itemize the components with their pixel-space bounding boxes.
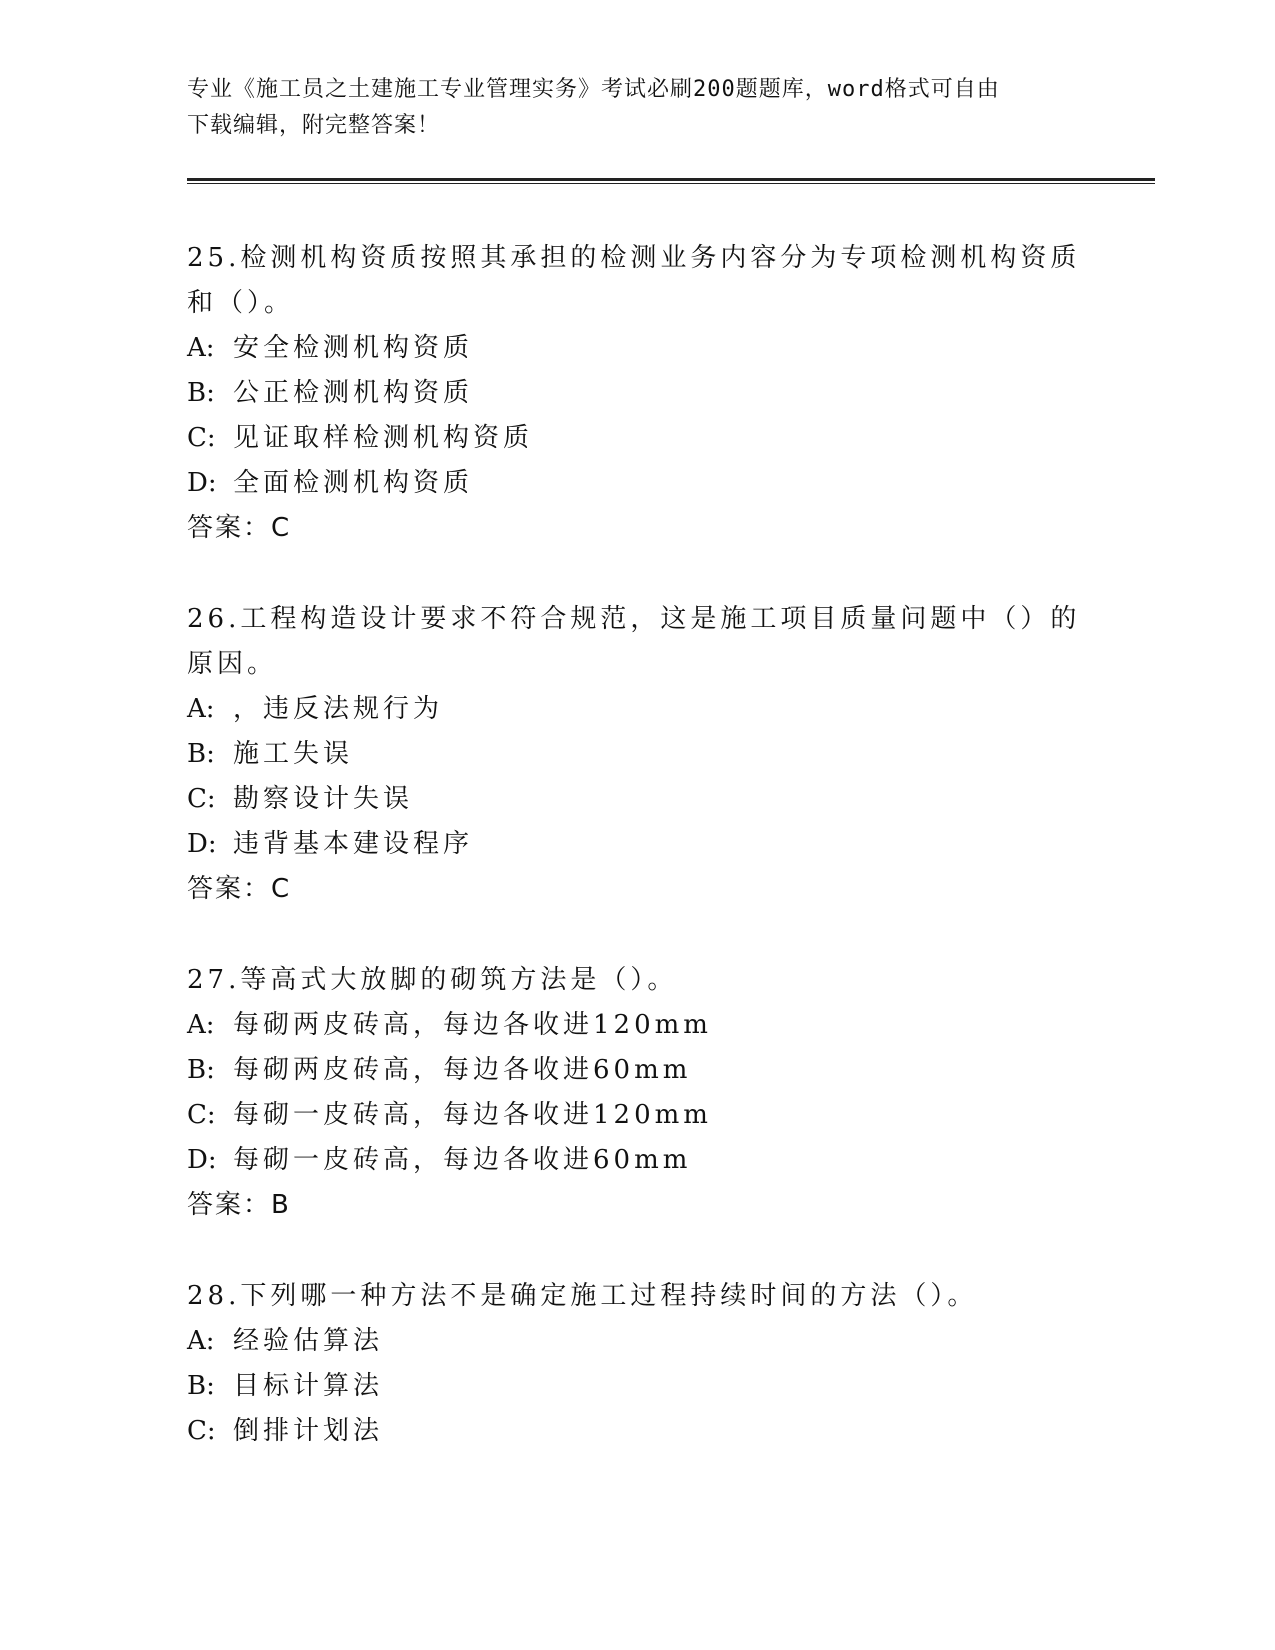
option-letter: A: bbox=[187, 1010, 215, 1040]
option-letter: B: bbox=[187, 739, 215, 769]
option-text: 见证取样检测机构资质 bbox=[233, 423, 534, 453]
header-divider bbox=[187, 178, 1155, 184]
answer-line: 答案：C bbox=[187, 874, 292, 904]
option-letter: A: bbox=[187, 333, 215, 363]
option-d bbox=[187, 1138, 1087, 1183]
option-text: 勘察设计失误 bbox=[233, 784, 414, 814]
option-letter: C: bbox=[187, 784, 216, 814]
option-c bbox=[187, 1093, 1087, 1138]
option-letter: A: bbox=[187, 1326, 215, 1356]
option-letter: C: bbox=[187, 1100, 216, 1130]
option-text: 每砌一皮砖高，每边各收进120mm bbox=[233, 1100, 712, 1130]
question-27 bbox=[187, 958, 1087, 1228]
option-text: 安全检测机构资质 bbox=[233, 333, 474, 363]
question-stem: 27.等高式大放脚的砌筑方法是（）。 bbox=[187, 965, 678, 995]
option-c bbox=[187, 1409, 1087, 1454]
option-text: 每砌两皮砖高，每边各收进120mm bbox=[233, 1010, 712, 1040]
header-line-2: 下载编辑，附完整答案！ bbox=[187, 113, 441, 138]
question-stem: 28.下列哪一种方法不是确定施工过程持续时间的方法（）。 bbox=[187, 1281, 978, 1311]
option-d bbox=[187, 461, 1087, 506]
option-text: 施工失误 bbox=[233, 739, 354, 769]
option-b bbox=[187, 732, 1087, 777]
answer-line: 答案：C bbox=[187, 513, 292, 543]
option-letter: B: bbox=[187, 378, 215, 408]
option-letter: D: bbox=[187, 829, 217, 859]
question-stem: 26.工程构造设计要求不符合规范，这是施工项目质量问题中（）的原因。 bbox=[187, 604, 1081, 679]
option-letter: B: bbox=[187, 1055, 215, 1085]
option-text: 违背基本建设程序 bbox=[233, 829, 474, 859]
option-b bbox=[187, 371, 1087, 416]
option-letter: A: bbox=[187, 694, 215, 724]
option-b bbox=[187, 1364, 1087, 1409]
question-26 bbox=[187, 597, 1087, 912]
question-25 bbox=[187, 236, 1087, 551]
option-a bbox=[187, 326, 1087, 371]
option-text: 目标计算法 bbox=[233, 1371, 384, 1401]
option-letter: C: bbox=[187, 1416, 216, 1446]
option-letter: C: bbox=[187, 423, 216, 453]
option-letter: B: bbox=[187, 1371, 215, 1401]
option-text: 倒排计划法 bbox=[233, 1416, 384, 1446]
document-header bbox=[187, 72, 1087, 144]
header-line-1: 专业《施工员之土建施工专业管理实务》考试必刷200题题库，word格式可自由 bbox=[187, 77, 1000, 102]
option-b bbox=[187, 1048, 1087, 1093]
option-letter: D: bbox=[187, 468, 217, 498]
option-letter: D: bbox=[187, 1145, 217, 1175]
option-c bbox=[187, 416, 1087, 461]
option-text: 经验估算法 bbox=[233, 1326, 384, 1356]
option-text: ，违反法规行为 bbox=[233, 694, 444, 724]
option-text: 全面检测机构资质 bbox=[233, 468, 474, 498]
option-text: 每砌两皮砖高，每边各收进60mm bbox=[233, 1055, 692, 1085]
option-text: 每砌一皮砖高，每边各收进60mm bbox=[233, 1145, 692, 1175]
option-a bbox=[187, 1319, 1087, 1364]
option-d bbox=[187, 822, 1087, 867]
option-text: 公正检测机构资质 bbox=[233, 378, 474, 408]
question-list bbox=[187, 236, 1087, 1500]
answer-line: 答案：B bbox=[187, 1190, 291, 1220]
question-stem: 25.检测机构资质按照其承担的检测业务内容分为专项检测机构资质和（）。 bbox=[187, 243, 1081, 318]
option-a bbox=[187, 687, 1087, 732]
option-c bbox=[187, 777, 1087, 822]
option-a bbox=[187, 1003, 1087, 1048]
question-28 bbox=[187, 1274, 1087, 1454]
